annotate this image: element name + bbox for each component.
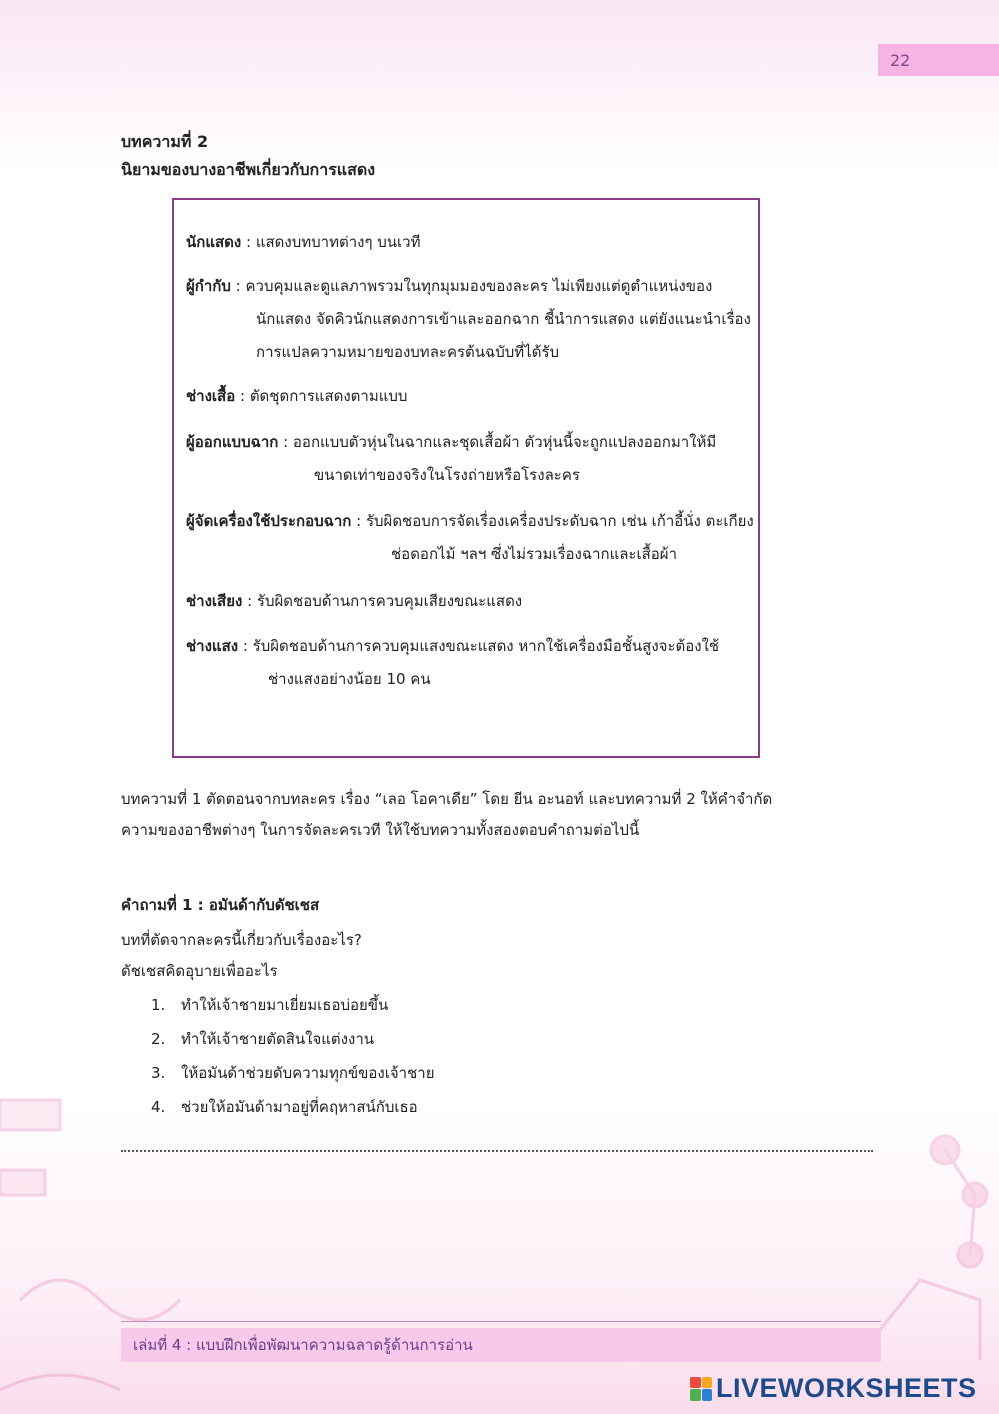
definition-separator: : (241, 233, 256, 251)
definition-separator: : (230, 277, 246, 295)
definition-item (186, 270, 751, 369)
paragraph-line: ความของอาชีพต่างๆ ในการจัดละครเวที ให้ใช้บทความทั้งสองตอบคำถามต่อไปนี้ (121, 821, 640, 839)
definition-item (186, 426, 716, 492)
definition-term: ผู้ออกแบบฉาก (186, 433, 279, 451)
definition-item (186, 380, 407, 413)
definition-separator: : (351, 512, 366, 530)
option-text: ทำให้เจ้าชายตัดสินใจแต่งงาน (181, 1030, 374, 1048)
liveworksheets-logo-icon (690, 1377, 712, 1401)
definition-line: รับผิดชอบการจัดเรื่องเครื่องประดับฉาก เช่น เก้าอี้นั่ง ตะเกียง (365, 512, 754, 530)
definition-line: รับผิดชอบด้านการควบคุมแสงขณะแสดง หากใช้เครื่องมือชั้นสูงจะต้องใช้ (252, 637, 720, 655)
definition-line: แสดงบทบาทต่างๆ บนเวที (255, 233, 421, 251)
definitions-box (172, 198, 760, 758)
definition-separator: : (238, 637, 253, 655)
footer-divider (121, 1321, 881, 1322)
definition-item (186, 585, 522, 618)
option-number: 1. (151, 996, 166, 1014)
answer-option[interactable] (151, 993, 388, 1017)
definition-line: ควบคุมและดูแลภาพรวมในทุกมุมมองของละคร ไม่เพียงแต่ดูตำแหน่งของ (245, 277, 713, 295)
article-heading (121, 128, 375, 184)
definition-separator: : (235, 387, 250, 405)
definition-term: ผู้กำกับ (186, 277, 231, 295)
question-title: คำถามที่ 1 : อมันด้ากับดัชเชส (121, 896, 320, 914)
definition-term: นักแสดง (186, 233, 242, 251)
definition-term: ช่างเสื้อ (186, 387, 236, 405)
definition-line: ตัดชุดการแสดงตามแบบ (249, 387, 408, 405)
option-number: 4. (151, 1098, 166, 1116)
question-line: ดัชเชสคิดอุบายเพื่ออะไร (121, 962, 278, 980)
option-number: 2. (151, 1030, 166, 1048)
definition-line: นักแสดง จัดคิวนักแสดงการเข้าและออกฉาก ชี้นำการแสดง แต่ยังแนะนำเรื่อง (256, 310, 751, 328)
article-label: บทความที่ 2 (121, 132, 209, 151)
answer-option[interactable] (151, 1061, 435, 1085)
definition-item (186, 505, 754, 571)
liveworksheets-brand[interactable] (690, 1373, 977, 1404)
question-line: บทที่ตัดจากละครนี้เกี่ยวกับเรื่องอะไร? (121, 931, 362, 949)
brand-text: LIVEWORKSHEETS (716, 1373, 977, 1403)
option-text: ช่วยให้อมันด้ามาอยู่ที่คฤหาสน์กับเธอ (181, 1098, 418, 1116)
option-number: 3. (151, 1064, 166, 1082)
intro-paragraph (121, 784, 881, 846)
article-subtitle: นิยามของบางอาชีพเกี่ยวกับการแสดง (121, 160, 376, 179)
definition-line: การแปลความหมายของบทละครต้นฉบับที่ได้รับ (256, 343, 560, 361)
definition-line: ช่อดอกไม้ ฯลฯ ซึ่งไม่รวมเรื่องฉากและเสื้อผ้า (391, 545, 677, 563)
definition-term: ช่างเสียง (186, 592, 243, 610)
answer-option[interactable] (151, 1095, 418, 1119)
paragraph-line: บทความที่ 1 ตัดตอนจากบทละคร เรื่อง “เลอ โอคาเดีย” โดย ยีน อะนอท์ และบทความที่ 2 ให้คำจำกัด (121, 790, 773, 808)
definition-separator: : (242, 592, 257, 610)
definition-term: ช่างแสง (186, 637, 239, 655)
answer-option[interactable] (151, 1027, 374, 1051)
definition-separator: : (278, 433, 293, 451)
answer-line[interactable] (121, 1150, 873, 1152)
option-text: ทำให้เจ้าชายมาเยี่ยมเธอบ่อยขึ้น (181, 996, 389, 1014)
definition-item (186, 226, 420, 259)
definition-line: ขนาดเท่าของจริงในโรงถ่ายหรือโรงละคร (314, 466, 580, 484)
definition-term: ผู้จัดเครื่องใช้ประกอบฉาก (186, 512, 352, 530)
definition-item (186, 630, 719, 696)
page-number: 22 (878, 44, 999, 76)
definition-line: ช่างแสงอย่างน้อย 10 คน (268, 670, 431, 688)
footer-banner: เล่มที่ 4 : แบบฝึกเพื่อพัฒนาความฉลาดรู้ด้านการอ่าน (121, 1328, 881, 1362)
definition-line: ออกแบบตัวหุ่นในฉากและชุดเสื้อผ้า ตัวหุ่นนี้จะถูกแปลงออกมาให้มี (292, 433, 717, 451)
definition-line: รับผิดชอบด้านการควบคุมเสียงขณะแสดง (256, 592, 523, 610)
option-text: ให้อมันด้าช่วยดับความทุกข์ของเจ้าชาย (181, 1064, 435, 1082)
